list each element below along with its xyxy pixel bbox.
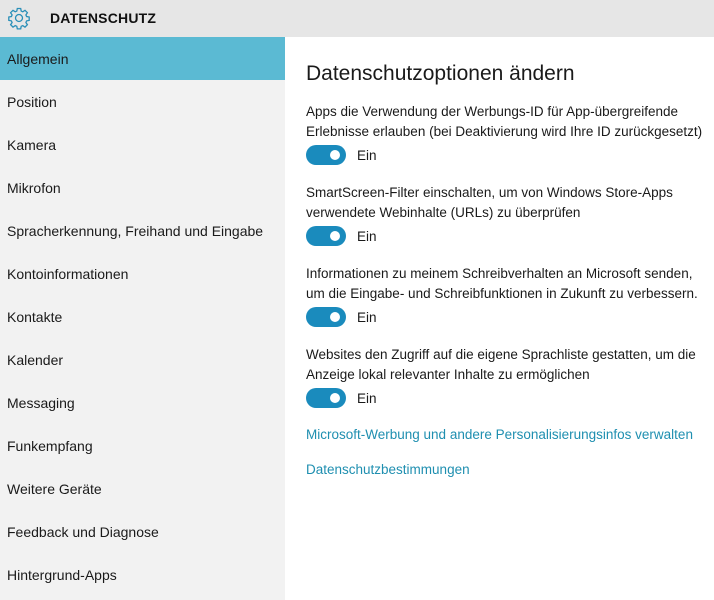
option-smartscreen-text: [306, 183, 714, 223]
sidebar-item-kalender[interactable]: Kalender: [7, 351, 64, 368]
gear-icon: [7, 6, 31, 30]
privacy-statement-link[interactable]: Datenschutzbestimmungen: [306, 462, 470, 477]
sidebar-item-mikrofon[interactable]: Mikrofon: [7, 179, 61, 196]
option-text-line: Informationen zu meinem Schreibverhalten an Microsoft senden,: [306, 266, 693, 281]
sidebar-item-spracherkennung[interactable]: Spracherkennung, Freihand und Eingabe: [7, 222, 264, 239]
toggle-knob: [330, 231, 340, 241]
sidebar-item-kontakte[interactable]: Kontakte: [7, 308, 63, 325]
sidebar-item-hintergrund-apps[interactable]: Hintergrund-Apps: [7, 566, 117, 583]
option-typing-info-toggle-row: [306, 307, 377, 327]
toggle-knob: [330, 312, 340, 322]
section-heading: Datenschutzoptionen ändern: [306, 62, 575, 85]
toggle-state-label: Ein: [357, 390, 377, 406]
toggle-state-label: Ein: [357, 228, 377, 244]
smartscreen-toggle[interactable]: [306, 226, 346, 246]
advertising-id-toggle[interactable]: [306, 145, 346, 165]
option-language-list-toggle-row: [306, 388, 377, 408]
sidebar: [0, 37, 285, 600]
toggle-knob: [330, 150, 340, 160]
manage-advertising-link[interactable]: Microsoft-Werbung und andere Personalisierungsinfos verwalten: [306, 427, 693, 442]
main-content: [285, 37, 714, 600]
language-list-toggle[interactable]: [306, 388, 346, 408]
option-typing-info-text: [306, 264, 714, 304]
sidebar-item-messaging[interactable]: Messaging: [7, 394, 75, 411]
option-smartscreen-toggle-row: [306, 226, 377, 246]
option-text-line: um die Eingabe- und Schreibfunktionen in Zukunft zu verbessern.: [306, 286, 698, 301]
toggle-knob: [330, 393, 340, 403]
option-text-line: Websites den Zugriff auf die eigene Sprachliste gestatten, um die: [306, 347, 696, 362]
sidebar-item-kontoinformationen[interactable]: Kontoinformationen: [7, 265, 129, 282]
page-title: DATENSCHUTZ: [50, 10, 157, 26]
sidebar-item-weitere-geraete[interactable]: Weitere Geräte: [7, 480, 102, 497]
sidebar-item-position[interactable]: Position: [7, 93, 57, 110]
option-text-line: Erlebnisse erlauben (bei Deaktivierung wird Ihre ID zurückgesetzt): [306, 124, 703, 139]
sidebar-item-allgemein[interactable]: Allgemein: [0, 37, 285, 80]
sidebar-item-feedback-diagnose[interactable]: Feedback und Diagnose: [7, 523, 159, 540]
toggle-state-label: Ein: [357, 309, 377, 325]
typing-info-toggle[interactable]: [306, 307, 346, 327]
sidebar-item-kamera[interactable]: Kamera: [7, 136, 57, 153]
option-text-line: SmartScreen-Filter einschalten, um von Windows Store-Apps: [306, 185, 673, 200]
option-advertising-id-toggle-row: [306, 145, 377, 165]
option-advertising-id-text: [306, 102, 714, 142]
sidebar-item-funkempfang[interactable]: Funkempfang: [7, 437, 93, 454]
option-text-line: verwendete Webinhalte (URLs) zu überprüfen: [306, 205, 581, 220]
option-text-line: Anzeige lokal relevanter Inhalte zu ermöglichen: [306, 367, 590, 382]
toggle-state-label: Ein: [357, 147, 377, 163]
option-language-list-text: [306, 345, 714, 385]
option-text-line: Apps die Verwendung der Werbungs-ID für App-übergreifende: [306, 104, 678, 119]
title-bar: [0, 0, 714, 37]
